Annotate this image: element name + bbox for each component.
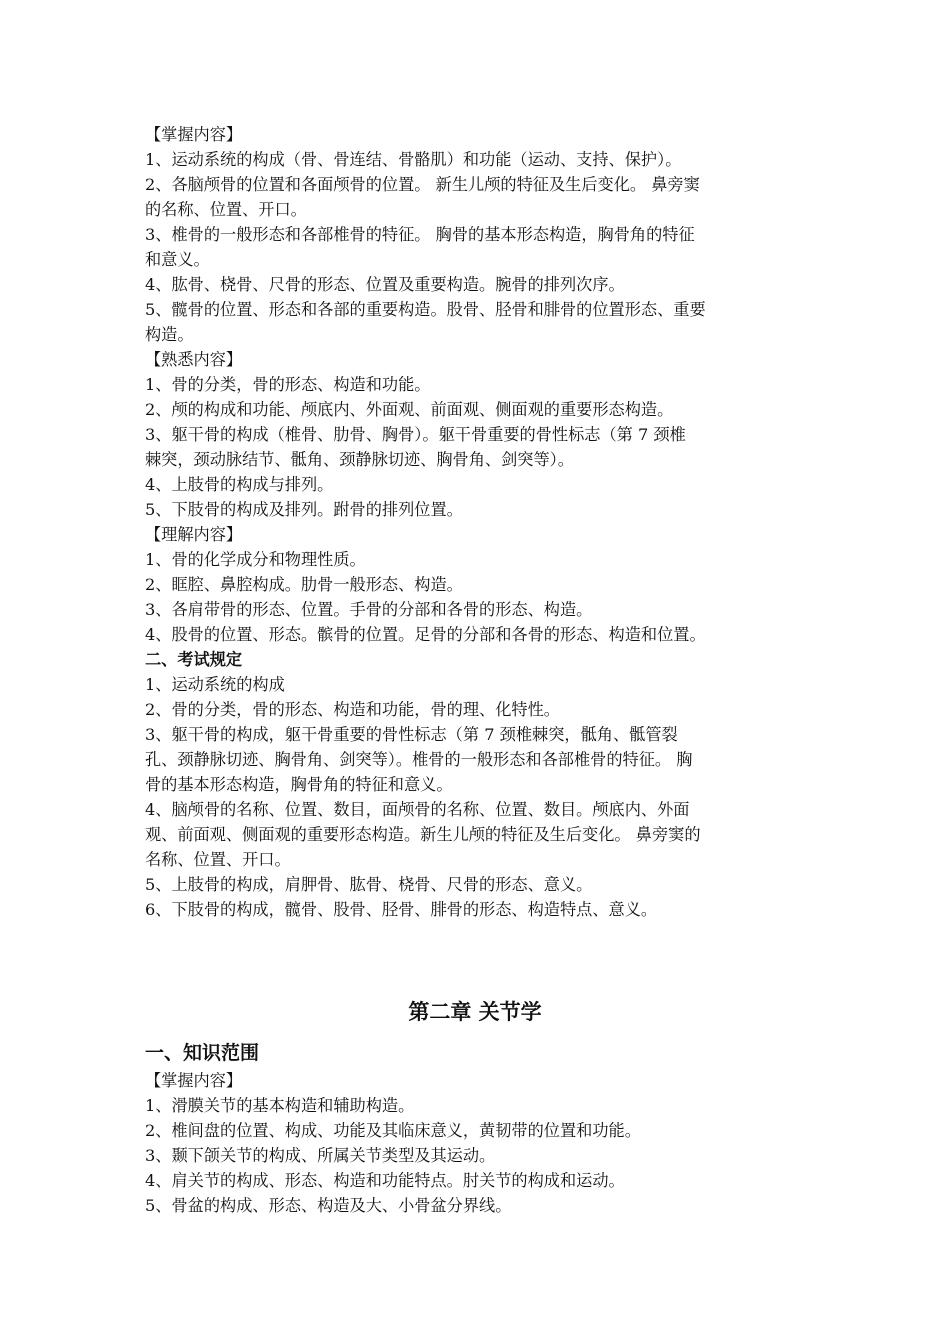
- text-line: 2、各脑颅骨的位置和各面颅骨的位置。 新生儿颅的特征及生后变化。 鼻旁窦: [145, 175, 700, 194]
- text-line: 3、躯干骨的构成（椎骨、肋骨、胸骨）。躯干骨重要的骨性标志（第 7 颈椎: [145, 425, 686, 444]
- text-line: 1、骨的化学成分和物理性质。: [145, 550, 366, 569]
- text-line: 4、脑颅骨的名称、位置、数目，面颅骨的名称、位置、数目。颅底内、外面: [145, 800, 690, 819]
- section-part2: [145, 1068, 810, 1218]
- text-line: 5、骨盆的构成、形态、构造及大、小骨盆分界线。: [145, 1196, 512, 1215]
- text-line: 孔、颈静脉切迹、胸骨角、剑突等）。椎骨的一般形态和各部椎骨的特征。 胸: [145, 750, 693, 769]
- text-line: 骨的基本形态构造，胸骨角的特征和意义。: [145, 775, 453, 794]
- text-line: 2、骨的分类，骨的形态、构造和功能，骨的理、化特性。: [145, 700, 560, 719]
- section-heading: 一、知识范围: [145, 1042, 260, 1064]
- text-line: 3、颞下颌关节的构成、所属关节类型及其运动。: [145, 1146, 496, 1165]
- text-line: 5、下肢骨的构成及排列。跗骨的排列位置。: [145, 500, 463, 519]
- text-line: 3、椎骨的一般形态和各部椎骨的特征。 胸骨的基本形态构造，胸骨角的特征: [145, 225, 695, 244]
- text-line: 名称、位置、开口。: [145, 850, 291, 869]
- text-line: 4、肩关节的构成、形态、构造和功能特点。肘关节的构成和运动。: [145, 1171, 625, 1190]
- text-line: 4、肱骨、桡骨、尺骨的形态、位置及重要构造。腕骨的排列次序。: [145, 275, 625, 294]
- text-line: 5、髋骨的位置、形态和各部的重要构造。股骨、胫骨和腓骨的位置形态、重要: [145, 300, 706, 319]
- text-line: 【掌握内容】: [145, 125, 243, 144]
- text-line: 4、上肢骨的构成与排列。: [145, 475, 334, 494]
- text-line: 1、运动系统的构成（骨、骨连结、骨骼肌）和功能（运动、支持、保护）。: [145, 150, 682, 169]
- text-line: 观、前面观、侧面观的重要形态构造。新生儿颅的特征及生后变化。 鼻旁窦的: [145, 825, 701, 844]
- text-line: 6、下肢骨的构成，髋骨、股骨、胫骨、腓骨的形态、构造特点、意义。: [145, 900, 658, 919]
- chapter-title: 第二章 关节学: [408, 1000, 542, 1024]
- spacer: [145, 922, 810, 996]
- text-line: 2、颅的构成和功能、颅底内、外面观、前面观、侧面观的重要形态构造。: [145, 400, 674, 419]
- text-line: 的名称、位置、开口。: [145, 200, 307, 219]
- text-line: 1、滑膜关节的基本构造和辅助构造。: [145, 1096, 415, 1115]
- text-line: 3、各肩带骨的形态、位置。手骨的分部和各骨的形态、构造。: [145, 600, 593, 619]
- text-line: 棘突，颈动脉结节、骶角、颈静脉切迹、胸骨角、剑突等）。: [145, 450, 574, 469]
- text-line: 5、上肢骨的构成，肩胛骨、肱骨、桡骨、尺骨的形态、意义。: [145, 875, 593, 894]
- text-line: 1、运动系统的构成: [145, 675, 285, 694]
- text-line: 【熟悉内容】: [145, 350, 243, 369]
- text-line: 2、椎间盘的位置、构成、功能及其临床意义，黄韧带的位置和功能。: [145, 1121, 641, 1140]
- text-line: 【掌握内容】: [145, 1071, 243, 1090]
- text-line: 构造。: [145, 325, 194, 344]
- text-line: 2、眶腔、鼻腔构成。肋骨一般形态、构造。: [145, 575, 463, 594]
- document-body: [145, 122, 810, 1218]
- text-line: 1、骨的分类，骨的形态、构造和功能。: [145, 375, 431, 394]
- section-part1: [145, 122, 810, 922]
- text-line: 【理解内容】: [145, 525, 243, 544]
- text-line: 二、考试规定: [145, 650, 243, 669]
- text-line: 和意义。: [145, 250, 210, 269]
- text-line: 3、躯干骨的构成，躯干骨重要的骨性标志（第 7 颈椎棘突，骶角、骶管裂: [145, 725, 678, 744]
- text-line: 4、股骨的位置、形态。髌骨的位置。足骨的分部和各骨的形态、构造和位置。: [145, 625, 706, 644]
